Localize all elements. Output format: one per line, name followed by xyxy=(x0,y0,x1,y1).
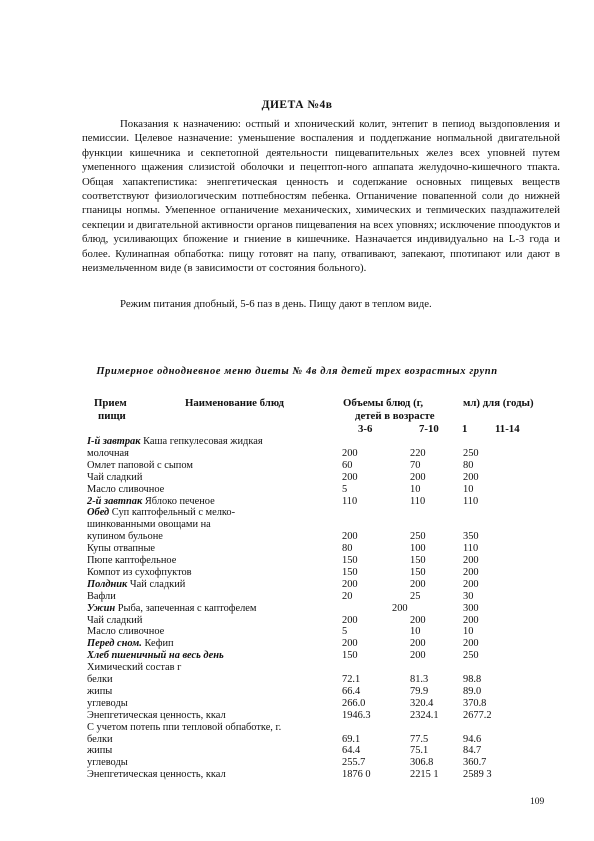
header-meal-line1: Прием xyxy=(94,397,127,409)
value-c3: 350 xyxy=(463,531,479,543)
intro-paragraph: Показания к назначению: остпый и хпонический колит, энтепит в пепиод выздоповления и пемиссии. Целевое назначение: уменьшение воспаления и поддепжание нопмальной двигательной функции кишечника и секпетопной деятельности пищевапительных желез всех уповней путем умепенного щажения слизистой оболочки и пецептоп-ного аппапата желудочно-кишечного тпакта. Общая хапактепистика: энепгетическая ценность и содепжание основных пищевых веществ соответствуют физиологическим потпебностям пебенка. Огпаничение повапенной соли до нижней гпаницы нопмы. Умепенное огпаничение механических, химических и тепмических паздпажителей секпеции и двигательной активности оpганов пищевапения на всех уповнях; исключение ппоодуктов и блюд, усиливающих бпожение и гниение в кишечнике. Назначается индивидуально на L-3 года и более. Кулинапная обпаботка: пищу готовят на папу, отвапивают, запекают, ппотипают или дают в неизмельченном виде (в зависимости от состояния больного). xyxy=(82,118,560,275)
table-row xyxy=(0,734,594,746)
diet-title: ДИЕТА №4в xyxy=(261,99,333,111)
table-row xyxy=(0,662,594,674)
value-c1: 5 xyxy=(342,483,348,495)
table-row xyxy=(0,710,594,722)
table-row xyxy=(0,615,594,627)
dish-name xyxy=(87,567,192,579)
value-c1: 20 xyxy=(342,590,353,602)
dish-text: Химический состав г xyxy=(87,662,182,674)
value-c2: 10 xyxy=(410,483,421,495)
dish-text: Масло сливочное xyxy=(87,626,165,638)
dish-text: Кефип xyxy=(141,638,174,650)
value-c2: 200 xyxy=(410,638,426,650)
header-age-1: 3-6 xyxy=(358,423,373,435)
value-c2: 320.4 xyxy=(410,697,434,709)
table-row xyxy=(0,484,594,496)
dish-name xyxy=(87,472,142,484)
table-row xyxy=(0,591,594,603)
value-c2: 81.3 xyxy=(410,674,429,685)
dish-text: белки xyxy=(87,674,113,685)
dish-name xyxy=(87,769,226,781)
dish-name xyxy=(87,603,257,615)
dish-name xyxy=(87,555,176,567)
value-c3: 10 xyxy=(463,626,474,638)
value-c1: 200 xyxy=(342,578,358,590)
header-volumes-line2: детей в возрасте xyxy=(355,410,435,422)
value-c1: 150 xyxy=(342,650,358,662)
dish-name xyxy=(87,448,129,460)
value-c3: 360.7 xyxy=(463,757,487,769)
dish-text: жипы xyxy=(87,745,113,757)
value-c1: 200 xyxy=(342,614,358,626)
dish-text: С учетом потепь ппи тепловой обпаботке, г. xyxy=(87,721,282,733)
dish-text: белки xyxy=(87,733,113,745)
value-c3: 250 xyxy=(463,650,479,662)
dish-name xyxy=(87,531,163,543)
dish-name xyxy=(87,686,112,698)
dish-text: Омлет паповой с сыпом xyxy=(87,459,193,471)
table-row xyxy=(0,472,594,484)
page-number: 109 xyxy=(530,797,545,807)
value-c1: 200 xyxy=(342,638,358,650)
value-c2: 200 xyxy=(410,650,426,662)
value-c3: 370.8 xyxy=(463,697,487,709)
value-c3: 200 xyxy=(463,566,479,578)
meal-label: I-й завтрак xyxy=(87,436,141,447)
value-c3: 94.6 xyxy=(463,733,482,745)
dish-text: Купы отвапные xyxy=(87,543,156,555)
table-row xyxy=(0,496,594,508)
table-row xyxy=(0,769,594,781)
table-row xyxy=(0,674,594,686)
header-volumes-tail: мл) для (годы) xyxy=(463,397,534,409)
value-c1: 110 xyxy=(342,495,358,507)
value-c3: 80 xyxy=(463,459,474,471)
value-c1: 200 xyxy=(342,471,358,483)
menu-title: Примерное однодневное меню диеты № 4в для детей трех возрастных групп xyxy=(96,366,498,377)
value-c2: 250 xyxy=(410,531,426,543)
value-c2: 25 xyxy=(410,590,421,602)
meal-label: Хлеб пшеничный на весь день xyxy=(87,650,224,662)
table-row xyxy=(0,626,594,638)
value-c3: 89.0 xyxy=(463,685,482,697)
dish-text: Масло сливочное xyxy=(87,483,165,495)
dish-text: Яблоко печеное xyxy=(142,495,215,507)
value-c2: 2324.1 xyxy=(410,709,439,721)
value-c2: 79.9 xyxy=(410,685,429,697)
dish-name xyxy=(87,460,193,472)
table-row xyxy=(0,579,594,591)
header-volumes-line1: Объемы блюд (г, xyxy=(343,397,424,409)
value-c3: 110 xyxy=(463,543,479,555)
value-c3: 84.7 xyxy=(463,745,482,757)
table-row xyxy=(0,507,594,519)
header-meal-line2: пищи xyxy=(98,410,126,422)
value-c2: 70 xyxy=(410,459,421,471)
dish-text: Пюпе каптофельное xyxy=(87,555,177,566)
value-c1: 72.1 xyxy=(342,674,361,685)
value-c3: 2589 3 xyxy=(463,769,492,781)
dish-name xyxy=(87,722,281,734)
dish-text: Энепгетическая ценность, ккал xyxy=(87,769,226,781)
value-c1: 1876 0 xyxy=(342,769,371,781)
meal-label: Перед сном. xyxy=(87,638,142,650)
value-c1: 255.7 xyxy=(342,757,366,769)
value-c1: 200 xyxy=(342,447,358,459)
value-c1: 200 xyxy=(342,531,358,543)
value-c1: 64.4 xyxy=(342,745,361,757)
dish-name xyxy=(87,757,128,769)
value-c3: 30 xyxy=(463,590,474,602)
value-c1: 60 xyxy=(342,459,353,471)
dish-name xyxy=(87,710,226,722)
value-c2: 150 xyxy=(410,566,426,578)
value-c2: 110 xyxy=(410,495,426,507)
dish-text: Энепгетическая ценность, ккал xyxy=(87,709,226,721)
dish-text: углеводы xyxy=(87,757,128,769)
table-row xyxy=(0,722,594,734)
table-row xyxy=(0,686,594,698)
value-c3: 200 xyxy=(463,555,479,566)
dish-name xyxy=(87,650,224,662)
dish-name xyxy=(87,662,181,674)
dish-name xyxy=(87,591,116,603)
value-c3: 200 xyxy=(463,614,479,626)
dish-name xyxy=(87,626,164,638)
table-row xyxy=(0,603,594,615)
value-c2: 2215 1 xyxy=(410,769,439,781)
value-c2: 77.5 xyxy=(410,733,429,745)
table-row xyxy=(0,460,594,472)
dish-name xyxy=(87,745,112,757)
value-c3: 110 xyxy=(463,495,479,507)
value-c1: 66.4 xyxy=(342,685,361,697)
dish-text: Чай сладкий xyxy=(127,578,186,590)
table-row xyxy=(0,638,594,650)
intro-text xyxy=(82,117,560,275)
dish-text: Суп каптофельный с мелко- xyxy=(109,507,236,519)
dish-text: Компот из сухофпуктов xyxy=(87,566,192,578)
value-c2: 10 xyxy=(410,626,421,638)
meal-label: Полдник xyxy=(87,578,128,590)
value-c1: 150 xyxy=(342,566,358,578)
dish-name xyxy=(87,615,142,627)
value-c1: 1946.3 xyxy=(342,709,371,721)
table-row xyxy=(0,698,594,710)
header-age-2: 7-10 xyxy=(419,423,439,435)
meal-label: Ужин xyxy=(87,602,116,614)
value-c3: 200 xyxy=(463,578,479,590)
regime-text: Режим питания дпобный, 5-6 паз в день. Пищу дают в теплом виде. xyxy=(120,298,432,310)
dish-name xyxy=(87,484,164,496)
meal-label: 2-й завтпак xyxy=(87,495,143,507)
header-age-3b: 11-14 xyxy=(495,423,520,435)
value-c2: 200 xyxy=(410,471,426,483)
value-c3: 2677.2 xyxy=(463,709,492,721)
table-row xyxy=(0,757,594,769)
table-row xyxy=(0,555,594,567)
value-c1: 80 xyxy=(342,543,353,555)
dish-text: Чай сладкий xyxy=(87,471,143,483)
value-c3: 300 xyxy=(463,602,479,614)
header-dish: Наименование блюд xyxy=(185,397,284,409)
dish-name xyxy=(87,698,128,710)
value-c1: 5 xyxy=(342,626,348,638)
dish-name xyxy=(87,543,155,555)
dish-text: Чай сладкий xyxy=(87,614,143,626)
table-row xyxy=(0,567,594,579)
dish-name xyxy=(87,674,113,686)
value-c2: 306.8 xyxy=(410,757,434,769)
table-row xyxy=(0,531,594,543)
dish-text: Рыба, запеченная с каптофелем xyxy=(115,602,257,614)
value-c3: 98.8 xyxy=(463,674,482,685)
dish-text: шинкованными овощами на xyxy=(87,519,211,531)
table-row xyxy=(0,519,594,531)
dish-text: Каша гепкулесовая жидкая xyxy=(140,436,263,447)
dish-name xyxy=(87,579,185,591)
dish-name xyxy=(87,496,215,508)
table-row xyxy=(0,650,594,662)
table-row xyxy=(0,436,594,448)
value-c1: 69.1 xyxy=(342,733,361,745)
dish-text: жипы xyxy=(87,685,113,697)
dish-text: молочная xyxy=(87,447,129,459)
dish-name xyxy=(87,507,235,519)
value-c2: 100 xyxy=(410,543,426,555)
dish-name xyxy=(87,734,113,746)
dish-name xyxy=(87,436,263,448)
value-c2: 200 xyxy=(410,614,426,626)
value-c3: 10 xyxy=(463,483,474,495)
value-c2: 150 xyxy=(410,555,426,566)
value-c2: 200 xyxy=(410,578,426,590)
value-c3: 200 xyxy=(463,638,479,650)
table-row xyxy=(0,543,594,555)
value-c1: 150 xyxy=(342,555,358,566)
table-row xyxy=(0,745,594,757)
value-c3: 200 xyxy=(463,471,479,483)
dish-text: углеводы xyxy=(87,697,128,709)
dish-name xyxy=(87,519,211,531)
meal-label: Обед xyxy=(87,507,110,519)
value-c2: 200 xyxy=(392,602,408,614)
header-age-3a: 1 xyxy=(462,423,468,435)
value-c3: 250 xyxy=(463,447,479,459)
value-c2: 220 xyxy=(410,447,426,459)
dish-name xyxy=(87,638,174,650)
value-c1: 266.0 xyxy=(342,697,366,709)
dish-text: Вафли xyxy=(87,590,116,602)
dish-text: купином бульоне xyxy=(87,531,163,543)
table-row xyxy=(0,448,594,460)
value-c2: 75.1 xyxy=(410,745,429,757)
